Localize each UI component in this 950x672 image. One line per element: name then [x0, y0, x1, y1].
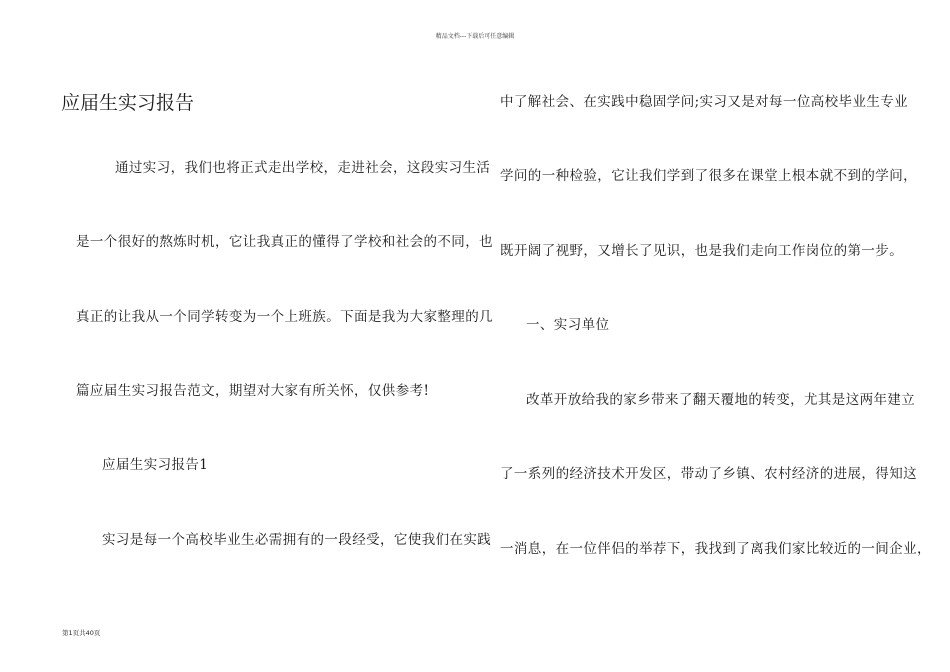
section-heading: 应届生实习报告1 [102, 457, 209, 473]
paragraph-line: 中了解社会、在实践中稳固学问;实习又是对每一位高校毕业生专业 [500, 94, 909, 110]
paragraph-line: 通过实习，我们也将正式走出学校，走进社会，这段实习生活 [115, 160, 491, 176]
page-header: 精品文档---下载后可任意编辑 [435, 33, 515, 40]
document-title: 应届生实习报告 [61, 92, 195, 114]
paragraph-line: 篇应届生实习报告范文，期望对大家有所关怀，仅供参考! [76, 383, 430, 399]
paragraph-line: 一消息，在一位伴侣的举荐下，我找到了离我们家比较近的一间企业， [500, 541, 931, 557]
paragraph-line: 真正的让我从一个同学转变为一个上班族。下面是我为大家整理的几 [76, 309, 493, 325]
paragraph-line: 学问的一种检验，它让我们学到了很多在课堂上根本就不到的学问， [500, 168, 917, 184]
paragraph-line: 改革开放给我的家乡带来了翻天覆地的转变，尤其是这两年建立 [526, 392, 916, 408]
section-heading: 一、实习单位 [526, 317, 610, 333]
paragraph-line: 实习是每一个高校毕业生必需拥有的一段经受，它使我们在实践 [102, 532, 492, 548]
paragraph-line: 了一系列的经济技术开发区，带动了乡镇、农村经济的进展，得知这 [500, 466, 917, 482]
page-number: 第1页共40页 [62, 629, 101, 637]
paragraph-line: 既开阔了视野，又增长了见识，也是我们走向工作岗位的第一步。 [500, 243, 904, 259]
paragraph-line: 是一个很好的熬炼时机，它让我真正的懂得了学校和社会的不同，也 [76, 234, 493, 250]
